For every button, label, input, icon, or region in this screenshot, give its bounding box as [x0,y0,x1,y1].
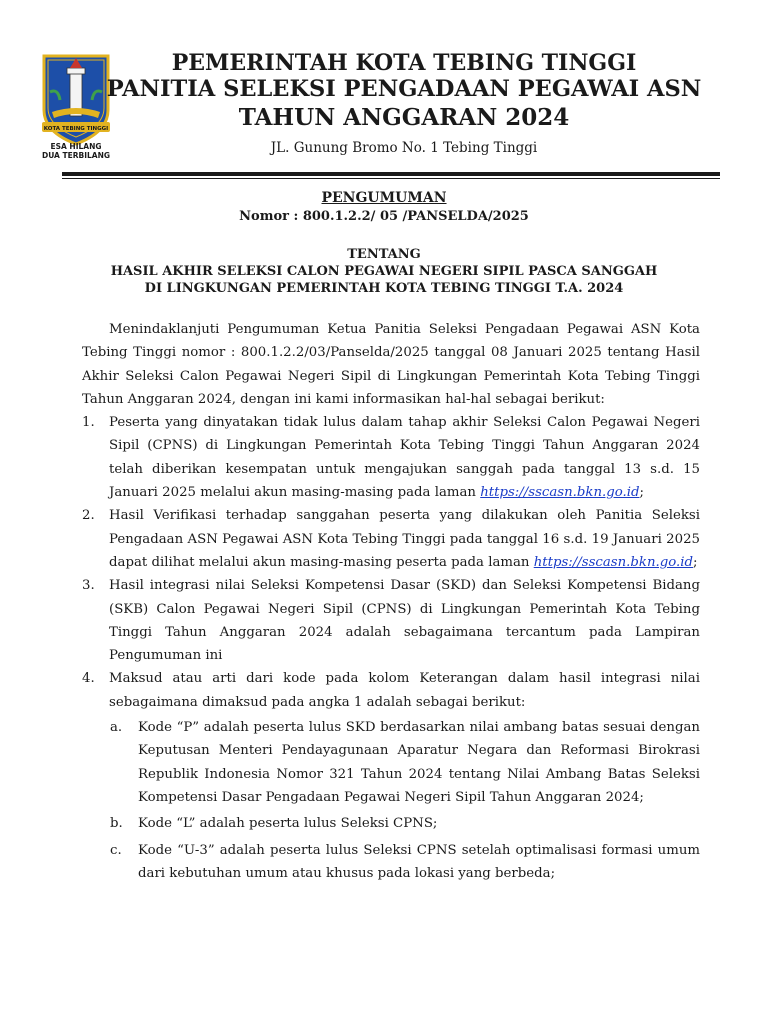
sscasn-link[interactable]: https://sscasn.bkn.go.id [480,485,640,501]
letterhead-line-1: PEMERINTAH KOTA TEBING TINGGI [171,50,637,76]
letterhead-line-2: PANITIA SELEKSI PENGADAAN PEGAWAI ASN [106,76,702,102]
list-item [82,411,700,504]
list-item-number: 1. [82,415,95,431]
sublist-item-letter: b. [110,816,123,832]
intro-paragraph: Menindaklanjuti Pengumuman Ketua Panitia Seleksi Pengadaan Pegawai ASN Kota Tebing Tinggi nomor : 800.1.2.2/03/Panselda/2025 tanggal 08 Januari 2025 tentang Hasil Akhir Seleksi Calon Pegawai Negeri Sipil di Lingkungan Pemerintah Kota Tebing Tinggi Tahun Anggaran 2024, dengan ini kami informasikan hal-hal sebagai berikut: [82,322,700,407]
svg-text:DUA TERBILANG: DUA TERBILANG [41,151,111,160]
sublist-item-text: Kode “L” adalah peserta lulus Seleksi CPNS; [138,816,438,832]
announcement-subject [0,246,768,297]
sublist-item [109,716,700,809]
letterhead-rule-thin [62,178,720,179]
list-item [82,574,700,667]
list-item-punct: ; [693,554,698,570]
list-item-number: 3. [82,578,95,594]
letterhead [0,0,768,180]
sscasn-link[interactable]: https://sscasn.bkn.go.id [533,554,694,570]
list-item-number: 4. [82,671,95,687]
sublist-item-text: Kode “P” adalah peserta lulus SKD berdasarkan nilai ambang batas sesuai dengan Keputusan Menteri Pendayagunaan Aparatur Negara dan Reformasi Birokrasi Republik Indonesia Nomor 321 Tahun 2024 tentang Nilai Ambang Batas Seleksi Kompetensi Dasar Pengadaan Pegawai Negeri Sipil Tahun Anggaran 2024; [138,720,700,805]
list-item-text: Peserta yang dinyatakan tidak lulus dalam tahap akhir Seleksi Calon Pegawai Negeri Sipil (CPNS) di Lingkungan Pemerintah Kota Tebing Tinggi Tahun Anggaran 2024 telah diberikan kesempatan untuk mengajukan sanggah pada tanggal 13 s.d. 15 Januari 2025 melalui akun masing-masing pada laman [109,415,700,501]
list-item-text: Hasil integrasi nilai Seleksi Kompetensi Dasar (SKD) dan Seleksi Kompetensi Bidang (SKB) Calon Pegawai Negeri Sipil (CPNS) di Lingkungan Pemerintah Kota Tebing Tinggi Tahun Anggaran 2024 adalah sebagaimana tercantum pada Lampiran Pengumuman ini [109,578,700,664]
list-item-text: Maksud atau arti dari kode pada kolom Keterangan dalam hasil integrasi nilai sebagaimana dimaksud pada angka 1 adalah sebagai berikut: [109,671,700,710]
letterhead-rule-thick [62,172,720,176]
lettered-sublist [109,716,700,885]
list-item [82,667,700,885]
list-item-number: 2. [82,508,95,524]
announcement-number: Nomor : 800.1.2.2/ 05 /PANSELDA/2025 [239,209,529,224]
subject-label: TENTANG [347,247,421,262]
sublist-item-letter: a. [110,720,123,736]
numbered-list [82,411,700,885]
subject-line-2: DI LINGKUNGAN PEMERINTAH KOTA TEBING TINGGI T.A. 2024 [144,281,624,296]
sublist-item [109,839,700,886]
list-item [82,504,700,574]
sublist-item-text: Kode “U-3” adalah peserta lulus Seleksi CPNS setelah optimalisasi formasi umum dari kebutuhan umum atau khusus pada lokasi yang berbeda; [138,842,700,881]
announcement-body [82,318,700,888]
letterhead-line-3: TAHUN ANGGARAN 2024 [238,104,570,131]
svg-text:ESA HILANG: ESA HILANG [50,142,102,151]
subject-line-1: HASIL AKHIR SELEKSI CALON PEGAWAI NEGERI SIPIL PASCA SANGGAH [110,264,658,279]
announcement-title: PENGUMUMAN [321,190,447,206]
list-item-punct: ; [639,485,644,501]
logo-ribbon-text: KOTA TEBING TINGGI [43,126,109,132]
letterhead-address: JL. Gunung Bromo No. 1 Tebing Tinggi [270,140,538,156]
sublist-item-letter: c. [110,842,122,858]
sublist-item [109,812,700,835]
list-item-text: Hasil Verifikasi terhadap sanggahan peserta yang dilakukan oleh Panitia Seleksi Pengadaan ASN Pegawai ASN Kota Tebing Tinggi pada tanggal 16 s.d. 19 Januari 2025 dapat dilihat melalui akun masing-masing peserta pada laman [109,508,700,570]
